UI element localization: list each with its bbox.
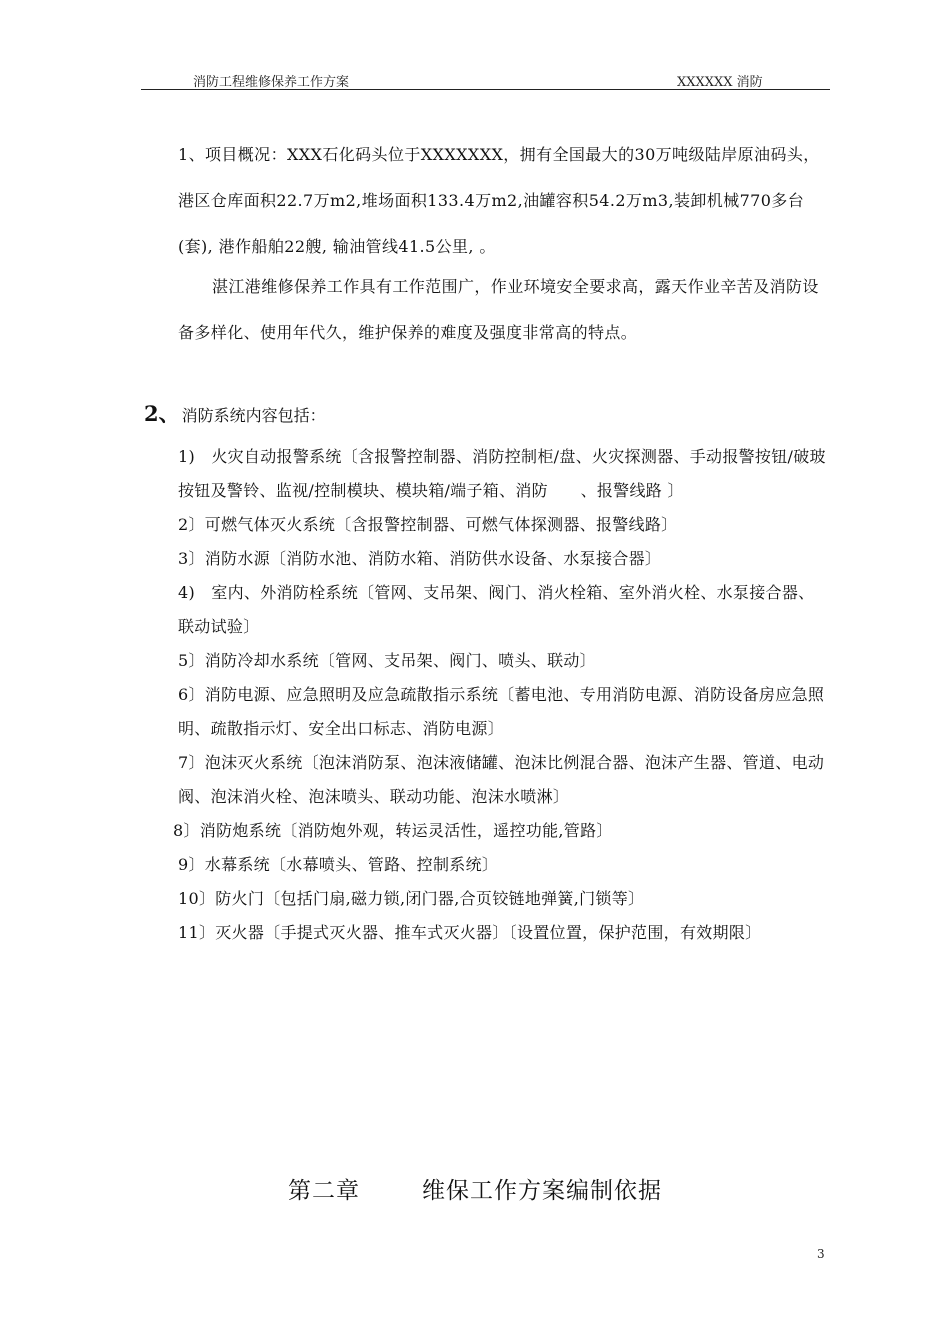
list-item: 1) 火灾自动报警系统〔含报警控制器、消防控制柜/盘、火灾探测器、手动报警按钮/破玻按钮及警铃、监视/控制模块、模块箱/端子箱、消防 、报警线路 〕 bbox=[178, 447, 826, 500]
section-2-number: 2、 bbox=[144, 401, 180, 426]
characteristics-paragraph: 湛江港维修保养工作具有工作范围广，作业环境安全要求高，露天作业辛苦及消防设备多样化、使用年代久，维护保养的难度及强度非常高的特点。 bbox=[178, 277, 819, 342]
chapter-title: 维保工作方案编制依据 bbox=[422, 1178, 662, 1204]
list-item: 11〕灭火器〔手提式灭火器、推车式灭火器〕〔设置位置，保护范围，有效期限〕 bbox=[178, 923, 762, 942]
list-item: 3〕消防水源〔消防水池、消防水箱、消防供水设备、水泵接合器〕 bbox=[178, 549, 662, 568]
section-2-heading bbox=[144, 398, 326, 428]
list-item: 8〕消防炮系统〔消防炮外观，转运灵活性，遥控功能,管路〕 bbox=[173, 821, 613, 840]
fire-system-list bbox=[173, 440, 828, 950]
header-company-name: XXXXXX 消防 bbox=[677, 75, 763, 90]
list-item: 4) 室内、外消防栓系统〔管网、支吊架、阀门、消火栓箱、室外消火栓、水泵接合器、联动试验〕 bbox=[178, 583, 815, 636]
list-item: 5〕消防冷却水系统〔管网、支吊架、阀门、喷头、联动〕 bbox=[178, 651, 596, 670]
list-item: 2〕可燃气体灭火系统〔含报警控制器、可燃气体探测器、报警线路〕 bbox=[178, 515, 678, 534]
header-document-title: 消防工程维修保养工作方案 bbox=[193, 75, 350, 90]
page-number: 3 bbox=[817, 1247, 825, 1261]
header-divider bbox=[141, 89, 830, 90]
list-item: 6〕消防电源、应急照明及应急疏散指示系统〔蓄电池、专用消防电源、消防设备房应急照明、疏散指示灯、安全出口标志、消防电源〕 bbox=[178, 685, 825, 738]
list-item: 9〕水幕系统〔水幕喷头、管路、控制系统〕 bbox=[178, 855, 499, 874]
list-item: 7〕泡沫灭火系统〔泡沫消防泵、泡沫液储罐、泡沫比例混合器、泡沫产生器、管道、电动阀、泡沫消火栓、泡沫喷头、联动功能、泡沫水喷淋〕 bbox=[178, 753, 825, 806]
project-overview-paragraph: 1、项目概况：XXX石化码头位于XXXXXXX，拥有全国最大的30万吨级陆岸原油码头，港区仓库面积22.7万m2,堆场面积133.4万m2,油罐容积54.2万m3,装卸机械770多台(套), 港作船舶22艘, 输油管线41.5公里, 。 bbox=[178, 145, 820, 256]
section-2-title: 消防系统内容包括： bbox=[181, 406, 326, 425]
chapter-heading bbox=[0, 1172, 950, 1205]
chapter-number: 第二章 bbox=[288, 1178, 360, 1204]
list-item: 10〕防火门〔包括门扇,磁力锁,闭门器,合页铰链地弹簧,门锁等〕 bbox=[178, 889, 645, 908]
